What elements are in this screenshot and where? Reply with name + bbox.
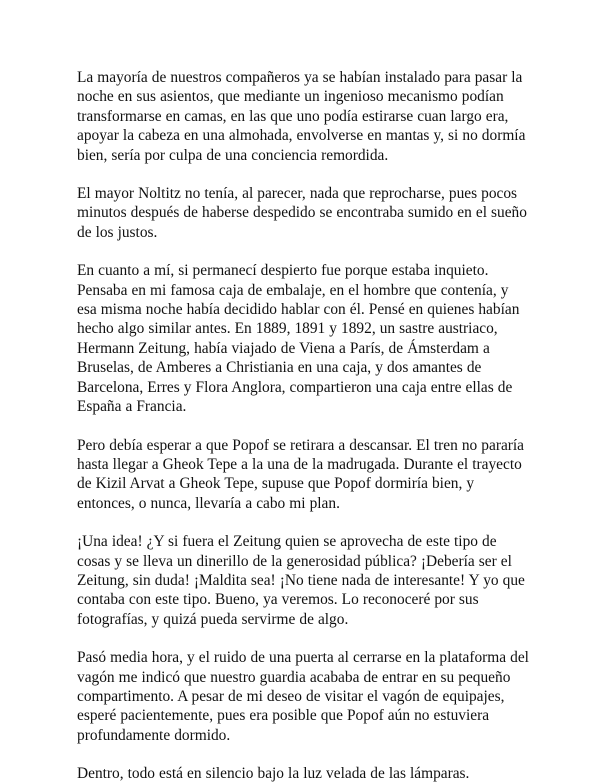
paragraph-3: En cuanto a mí, si permanecí despierto fue porque estaba inquieto. Pensaba en mi famosa caja de embalaje, en el hombre que contenía, y esa misma noche había decidido hablar con él. Pensé en quienes habían hecho algo similar antes. En 1889, 1891 y 1892, un sastre austriaco, Hermann Zeitung, había viajado de Viena a París, de Ámsterdam a Bruselas, de Amberes a Christiania en una caja, y dos amantes de Barcelona, Erres y Flora Anglora, compartieron una caja entre ellas de España a Francia. — [77, 262, 520, 416]
paragraph-1: La mayoría de nuestros compañeros ya se habían instalado para pasar la noche en sus asientos, que mediante un ingenioso mecanismo podían transformarse en camas, en las que uno podía estirarse cuan largo era, apoyar la cabeza en una almohada, envolverse en mantas y, si no dormía bien, sería por culpa de una conciencia remordida. — [77, 69, 526, 164]
paragraph-4: Pero debía esperar a que Popof se retirara a descansar. El tren no pararía hasta llegar a Gheok Tepe a la una de la madrugada. Durante el trayecto de Kizil Arvat a Gheok Tepe, supuse que Popof dormiría bien, y entonces, o nunca, llevaría a cabo mi plan. — [77, 436, 525, 512]
paragraph-7: Dentro, todo está en silencio bajo la luz velada de las lámparas. — [77, 765, 470, 783]
paragraph-2: El mayor Noltitz no tenía, al parecer, nada que reprocharse, pues pocos minutos después de haberse despedido se encontraba sumido en el sueño de los justos. — [77, 185, 527, 241]
paragraph-6: Pasó media hora, y el ruido de una puerta al cerrarse en la plataforma del vagón me indicó que nuestro guardia acababa de entrar en su pequeño compartimento. A pesar de mi deseo de visitar el vagón de equipajes, esperé pacientemente, pues era posible que Popof aún no estuviera profundamente dormido. — [77, 649, 529, 744]
paragraph-5: ¡Una idea! ¿Y si fuera el Zeitung quien se aprovecha de este tipo de cosas y se lleva un dinerillo de la generosidad pública? ¡Debería ser el Zeitung, sin duda! ¡Maldita sea! ¡No tiene nada de interesante! Y yo que contaba con este tipo. Bueno, ya veremos. Lo reconoceré por sus fotografías, y quizá pueda servirme de algo. — [77, 533, 525, 628]
